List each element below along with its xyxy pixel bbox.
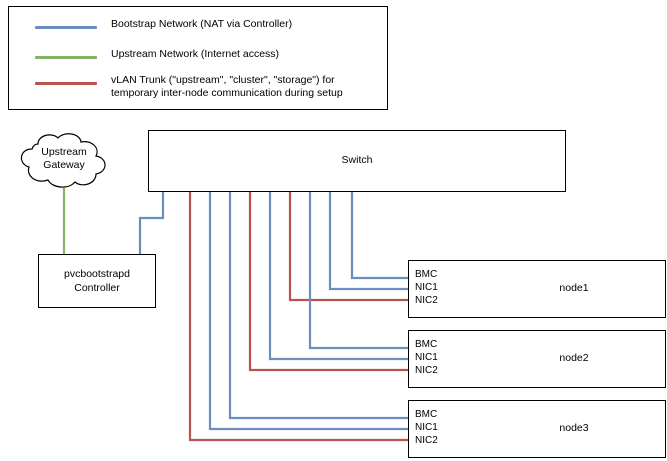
port-label-nic2: NIC2 [415,365,438,376]
legend-label-vlan-trunk: vLAN Trunk ("upstream", "cluster", "storage") for temporary inter-node communication during setup [111,74,343,99]
link-switch-to-node1-nic2 [290,192,408,300]
port-label-nic1: NIC1 [415,282,438,293]
legend-label-bootstrap: Bootstrap Network (NAT via Controller) [111,18,293,30]
upstream-gateway-label-line1: Upstream [41,146,87,158]
port-label-nic2: NIC2 [415,435,438,446]
link-controller-to-switch [140,192,163,254]
server-node-1 [408,260,666,318]
port-label-bmc: BMC [415,269,438,280]
controller-label-line1: pvcbootstrapd [64,268,130,280]
legend-label-upstream: Upstream Network (Internet access) [111,48,280,60]
port-label-bmc: BMC [415,409,438,420]
link-switch-to-node2-bmc [310,192,408,348]
server-node-1-name: node1 [559,282,589,294]
server-node-2 [408,330,666,388]
upstream-gateway-label-line2: Gateway [43,159,85,171]
server-node-3-ports [415,408,438,447]
port-label-nic1: NIC1 [415,422,438,433]
server-node-2-name: node2 [559,352,589,364]
port-label-nic2: NIC2 [415,295,438,306]
controller-node [38,254,156,308]
link-switch-to-node1-nic1 [330,192,408,289]
link-switch-to-node1-bmc [352,192,408,278]
link-switch-to-node3-nic2 [190,192,408,440]
server-node-3-name: node3 [559,422,589,434]
link-switch-to-node3-bmc [230,192,408,418]
controller-label-line2: Controller [74,282,120,294]
server-node-3 [408,400,666,458]
server-node-1-ports [415,268,438,307]
switch-node [148,130,566,192]
server-node-2-ports [415,338,438,377]
controller-label [39,267,155,295]
port-label-nic1: NIC1 [415,352,438,363]
upstream-gateway-node [10,130,118,190]
switch-label: Switch [341,154,373,166]
upstream-gateway-label [10,146,118,172]
port-label-bmc: BMC [415,339,438,350]
